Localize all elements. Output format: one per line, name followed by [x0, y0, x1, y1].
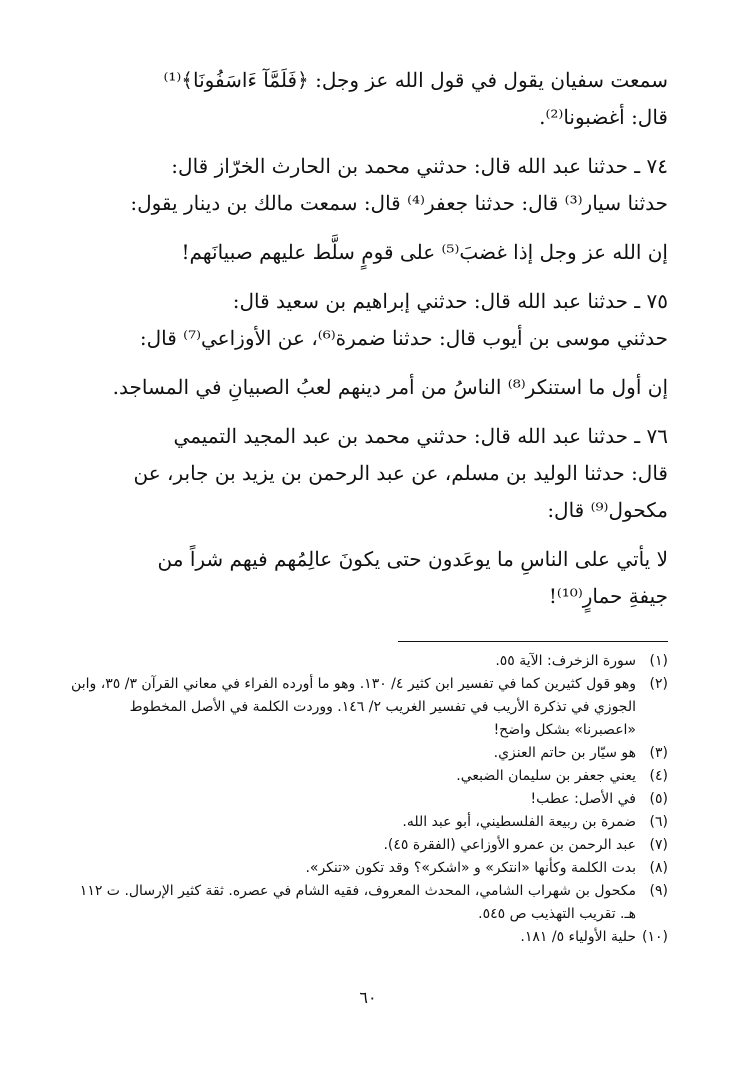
paragraph-76-isnad [66, 418, 668, 529]
text-line: قال: أغضبونا⁽²⁾. [539, 105, 668, 129]
footnote-number: (٦) [649, 814, 668, 830]
footnote-text: عبد الرحمن بن عمرو الأوزاعي (الفقرة ٤٥). [383, 837, 636, 853]
paragraph-76-matn [66, 541, 668, 615]
footnote-text: ضمرة بن ربيعة الفلسطيني، أبو عبد الله. [402, 814, 636, 830]
footnote [66, 765, 668, 788]
footnote-number: (٤) [649, 768, 668, 784]
footnote [66, 742, 668, 765]
footnote [66, 880, 668, 926]
text-line: مكحول⁽⁹⁾ قال: [547, 498, 668, 522]
text-line: ٧٥ ـ حدثنا عبد الله قال: حدثني إبراهيم بن سعيد قال: [232, 289, 668, 313]
footnote-number: (٩) [649, 883, 668, 899]
page-number: ٦٠ [359, 988, 377, 1007]
paragraph-75-matn [66, 369, 668, 406]
footnote-text: وهو قول كثيرين كما في تفسير ابن كثير ٤/ ١٣٠. وهو ما أورده الفراء في معاني القرآن ٣/ ٣٥، وابن الجوزي في تذكرة الأريب في تفسير الغريب ٢/ ١٤٦. ووردت الكلمة في الأصل المخطوط «اعصبرنا» بشكل واضح! [71, 676, 636, 738]
footnote [66, 926, 668, 949]
footnote-text: هو سيّار بن حاتم العنزي. [493, 745, 636, 761]
footnote-number: (٣) [649, 745, 668, 761]
footnote-number: (٨) [649, 860, 668, 876]
paragraph-75-isnad [66, 283, 668, 357]
text-line: ٧٦ ـ حدثنا عبد الله قال: حدثني محمد بن عبد المجيد التميمي [173, 424, 668, 448]
text-line: حدثني موسى بن أيوب قال: حدثنا ضمرة⁽⁶⁾، عن الأوزاعي⁽⁷⁾ قال: [139, 326, 668, 350]
footnote-text: في الأصل: عطب! [530, 791, 636, 807]
footnote [66, 857, 668, 880]
text-line: قال: حدثنا الوليد بن مسلم، عن عبد الرحمن بن يزيد بن جابر، عن [133, 461, 668, 485]
paragraph-74-matn [66, 234, 668, 271]
footnote-number: (٢) [649, 676, 668, 692]
text-line: جيفةِ حمارٍ⁽¹⁰⁾! [548, 584, 668, 608]
main-text [66, 62, 668, 615]
text-line: إن الله عز وجل إذا غضبَ⁽⁵⁾ على قومٍ سلَّط عليهم صبيانَهم! [181, 240, 668, 264]
footnote [66, 788, 668, 811]
paragraph-quote-sufyan [66, 62, 668, 136]
footnote [66, 834, 668, 857]
footnote [66, 673, 668, 742]
footnote-number: (١) [649, 653, 668, 669]
footnote-text: مكحول بن شهراب الشامي، المحدث المعروف، فقيه الشام في عصره. ثقة كثير الإرسال. ت ١١٢ هـ. تقريب التهذيب ص ٥٤٥. [79, 883, 636, 922]
footnote-text: حلية الأولياء ٥/ ١٨١. [520, 929, 636, 945]
paragraph-74-isnad [66, 148, 668, 222]
footnote [66, 811, 668, 834]
footnote [66, 650, 668, 673]
footnote-text: سورة الزخرف: الآية ٥٥. [495, 653, 636, 669]
footnote-number: (٥) [649, 791, 668, 807]
text-line: لا يأتي على الناسِ ما يوعَدون حتى يكونَ عالِمُهم فيهم شراً من [157, 547, 668, 571]
text-line: ٧٤ ـ حدثنا عبد الله قال: حدثني محمد بن الحارث الخرّاز قال: [171, 154, 668, 178]
footnote-divider [398, 641, 668, 642]
footnote-text: بدت الكلمة وكأنها «انتكر» و «اشكر»؟ وقد تكون «تنكر». [305, 860, 636, 876]
text-line: إن أول ما استنكر⁽⁸⁾ الناسُ من أمر دينهم لعبُ الصبيانِ في المساجد. [112, 375, 668, 399]
text-line: حدثنا سيار⁽³⁾ قال: حدثنا جعفر⁽⁴⁾ قال: سمعت مالك بن دينار يقول: [130, 191, 668, 215]
footnote-text: يعني جعفر بن سليمان الضبعي. [456, 768, 636, 784]
footnotes [66, 650, 668, 949]
footnote-number: (٧) [649, 837, 668, 853]
footnote-number: (١٠) [642, 929, 668, 945]
text-line: سمعت سفيان يقول في قول الله عز وجل: ﴿فَلَمَّآ ءَاسَفُونَا﴾⁽¹⁾ [163, 68, 668, 92]
